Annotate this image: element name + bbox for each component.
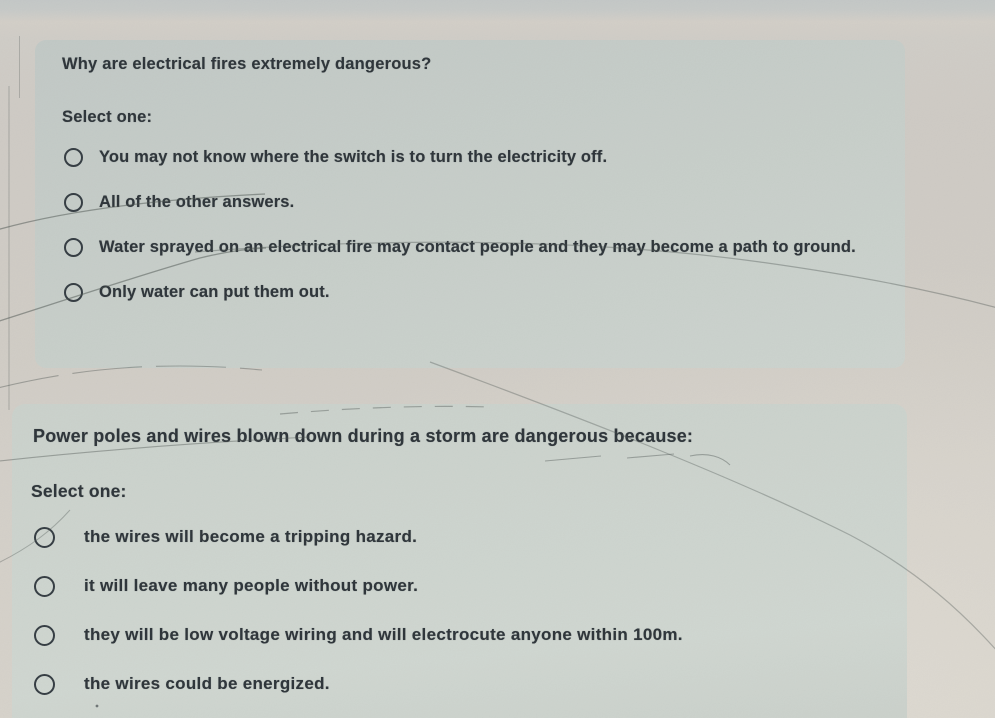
option-label: it will leave many people without power. — [84, 576, 419, 595]
option-row[interactable] — [64, 189, 890, 215]
radio-button[interactable] — [64, 193, 83, 212]
option-label: Water sprayed on an electrical fire may contact people and they may become a path to ground. — [99, 238, 856, 256]
radio-button[interactable] — [34, 576, 55, 597]
option-label: the wires could be energized. — [84, 674, 330, 693]
radio-button[interactable] — [64, 148, 83, 167]
select-one-label: Select one: — [62, 108, 153, 126]
question-card-1 — [35, 40, 905, 368]
option-row[interactable] — [34, 670, 884, 697]
options-list — [34, 523, 884, 718]
option-label: they will be low voltage wiring and will electrocute anyone within 100m. — [84, 625, 683, 644]
radio-button[interactable] — [34, 527, 55, 548]
radio-button[interactable] — [64, 283, 83, 302]
option-row[interactable] — [34, 523, 884, 550]
radio-button[interactable] — [34, 674, 55, 695]
question-prompt: Power poles and wires blown down during a storm are dangerous because: — [33, 426, 694, 446]
option-row[interactable] — [34, 572, 884, 599]
question-card-2 — [12, 404, 907, 718]
scratch-line — [0, 366, 262, 390]
question-prompt: Why are electrical fires extremely dangerous? — [62, 55, 432, 73]
option-row[interactable] — [64, 234, 890, 260]
option-label: Only water can put them out. — [99, 283, 330, 301]
option-row[interactable] — [64, 279, 890, 305]
select-one-label: Select one: — [31, 481, 127, 501]
option-row[interactable] — [64, 144, 890, 170]
radio-button[interactable] — [64, 238, 83, 257]
option-row[interactable] — [34, 621, 884, 648]
option-label: the wires will become a tripping hazard. — [84, 527, 418, 546]
option-label: All of the other answers. — [99, 193, 295, 211]
option-label: You may not know where the switch is to turn the electricity off. — [99, 148, 608, 166]
options-list — [64, 144, 890, 324]
radio-button[interactable] — [34, 625, 55, 646]
